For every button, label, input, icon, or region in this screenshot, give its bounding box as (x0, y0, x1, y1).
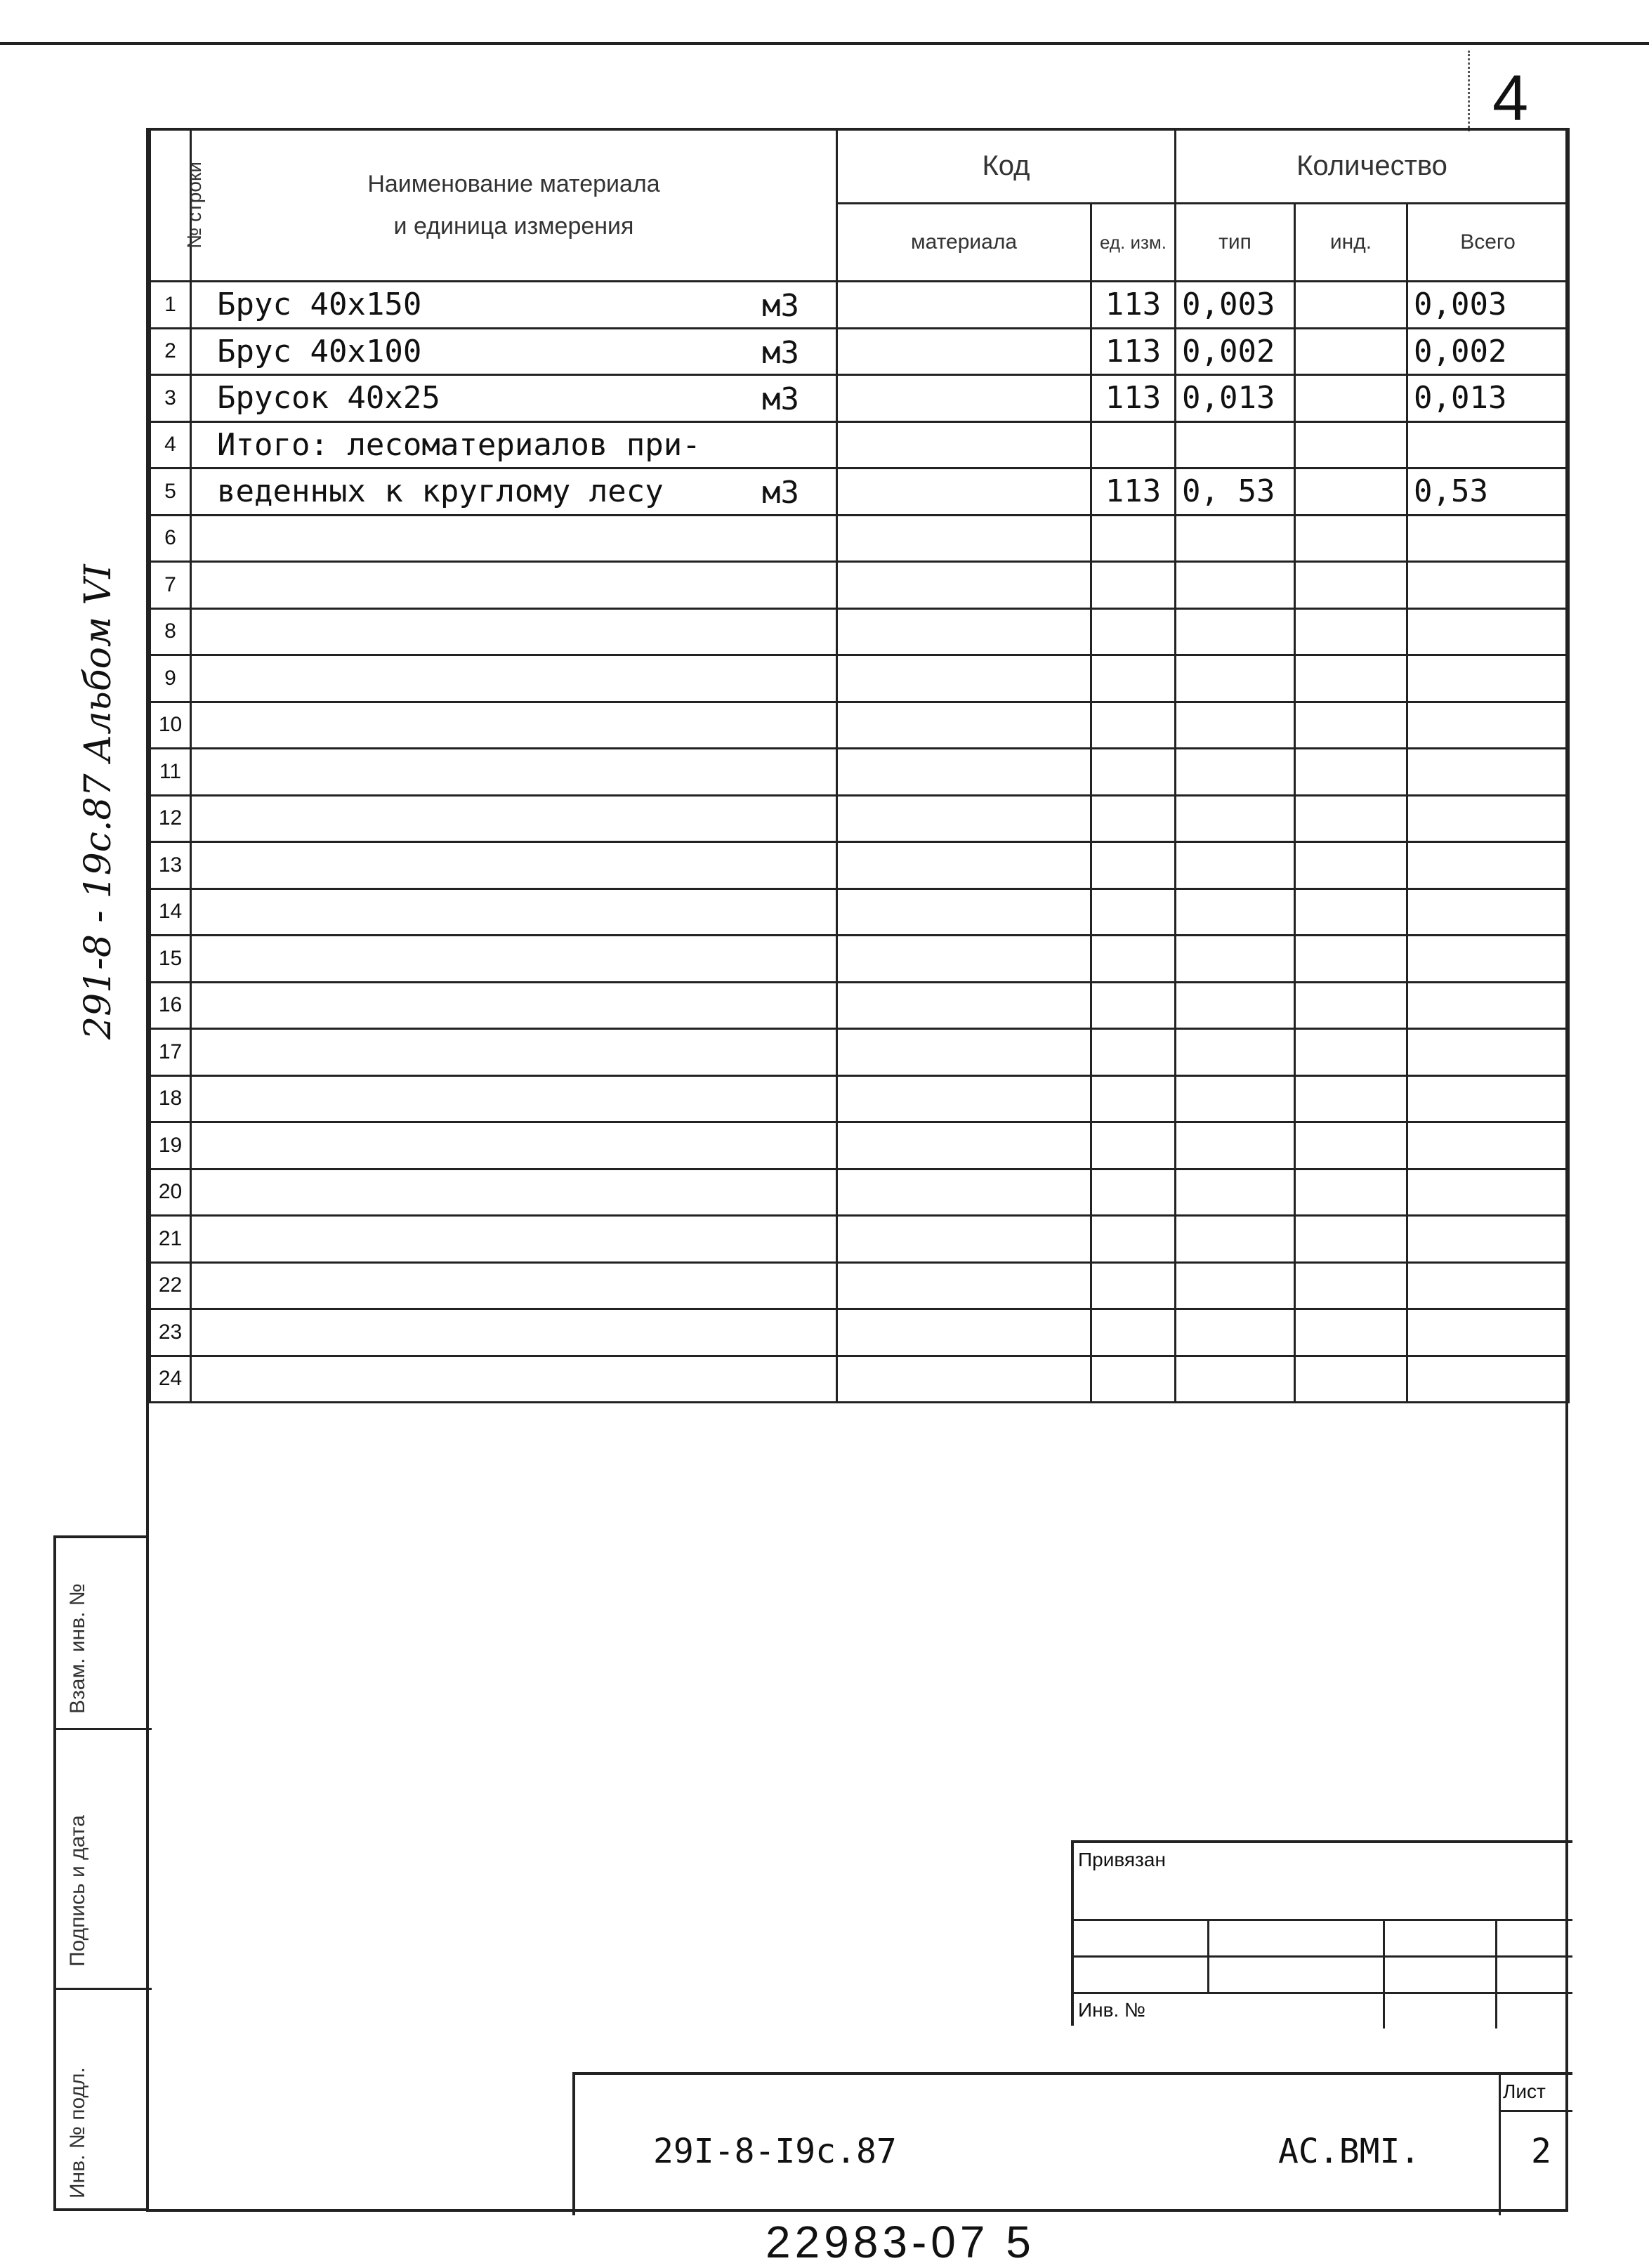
row-number: 4 (150, 421, 191, 468)
row-number: 18 (150, 1075, 191, 1122)
material-unit: м3 (762, 381, 799, 417)
document-code: 29I-8-I9с.87 (653, 2132, 897, 2171)
material-code (837, 608, 1091, 655)
qty-typ: 0,013 (1176, 375, 1295, 422)
header-qty-total: Всего (1407, 204, 1569, 282)
qty-typ: 0,002 (1176, 328, 1295, 375)
row-number: 1 (150, 282, 191, 329)
qty-typ: 0, 53 (1176, 468, 1295, 516)
unit-code (1091, 1122, 1176, 1169)
unit-code (1091, 1309, 1176, 1356)
qty-total: 0,013 (1407, 375, 1569, 422)
qty-typ (1176, 655, 1295, 702)
unit-code (1091, 608, 1176, 655)
qty-ind (1295, 702, 1407, 749)
attached-label: Привязан (1078, 1849, 1166, 1870)
qty-total (1407, 1262, 1569, 1309)
material-name-text: Брус 40х150 (217, 287, 422, 323)
qty-total (1407, 702, 1569, 749)
qty-typ (1176, 1216, 1295, 1263)
unit-code: 113 (1091, 282, 1176, 329)
row-number: 20 (150, 1169, 191, 1216)
row-number: 10 (150, 702, 191, 749)
header-code-material: материала (837, 204, 1091, 282)
side-stamp (53, 1535, 149, 2211)
material-name (191, 1309, 837, 1356)
qty-typ (1176, 702, 1295, 749)
qty-ind (1295, 982, 1407, 1029)
qty-typ (1176, 515, 1295, 562)
material-code (837, 515, 1091, 562)
material-name (191, 468, 837, 516)
material-code (837, 749, 1091, 796)
qty-ind (1295, 1122, 1407, 1169)
row-number: 16 (150, 982, 191, 1029)
material-name (191, 1356, 837, 1403)
qty-typ (1176, 1262, 1295, 1309)
material-code (837, 982, 1091, 1029)
unit-code (1091, 702, 1176, 749)
table-row (150, 1309, 1569, 1356)
material-code (837, 375, 1091, 422)
qty-total (1407, 515, 1569, 562)
qty-ind (1295, 1075, 1407, 1122)
table-row (150, 282, 1569, 329)
document-series: АС.ВМI. (1278, 2132, 1421, 2171)
materials-table (149, 128, 1570, 1403)
qty-ind (1295, 328, 1407, 375)
unit-code: 113 (1091, 375, 1176, 422)
row-number: 14 (150, 889, 191, 936)
qty-ind (1295, 1029, 1407, 1076)
table-row (150, 936, 1569, 983)
unit-code (1091, 936, 1176, 983)
material-name (191, 1216, 837, 1263)
unit-code (1091, 562, 1176, 609)
material-name (191, 608, 837, 655)
row-number: 7 (150, 562, 191, 609)
qty-total: 0,002 (1407, 328, 1569, 375)
material-name (191, 1262, 837, 1309)
qty-ind (1295, 795, 1407, 842)
qty-ind (1295, 655, 1407, 702)
material-code (837, 1029, 1091, 1076)
unit-code (1091, 842, 1176, 889)
row-number: 24 (150, 1356, 191, 1403)
qty-typ (1176, 842, 1295, 889)
qty-total: 0,003 (1407, 282, 1569, 329)
qty-total (1407, 1075, 1569, 1122)
row-number: 6 (150, 515, 191, 562)
unit-code (1091, 1075, 1176, 1122)
binding-inv-label: Инв. № (1078, 1999, 1146, 2021)
table-row (150, 328, 1569, 375)
material-name-text: Итого: лесоматериалов при- (217, 426, 701, 463)
material-code (837, 842, 1091, 889)
row-number: 2 (150, 328, 191, 375)
material-name-text: Брусок 40х25 (217, 380, 440, 417)
row-number: 19 (150, 1122, 191, 1169)
material-name (191, 889, 837, 936)
qty-total (1407, 1216, 1569, 1263)
inv-orig-label: Инв. № подл. (66, 2067, 89, 2198)
material-code (837, 1122, 1091, 1169)
qty-typ (1176, 936, 1295, 983)
unit-code (1091, 1029, 1176, 1076)
material-name (191, 702, 837, 749)
row-number: 8 (150, 608, 191, 655)
material-code (837, 328, 1091, 375)
row-number: 23 (150, 1309, 191, 1356)
row-number: 13 (150, 842, 191, 889)
qty-ind (1295, 1356, 1407, 1403)
material-name (191, 749, 837, 796)
qty-total: 0,53 (1407, 468, 1569, 516)
top-border-line (0, 42, 1649, 45)
qty-total (1407, 749, 1569, 796)
inventory-number: 22983-07 5 (766, 2217, 1035, 2267)
vzam-inv-label: Взам. инв. № (66, 1583, 89, 1714)
qty-ind (1295, 1169, 1407, 1216)
qty-typ (1176, 982, 1295, 1029)
qty-typ: 0,003 (1176, 282, 1295, 329)
row-number: 22 (150, 1262, 191, 1309)
material-name (191, 1169, 837, 1216)
qty-ind (1295, 936, 1407, 983)
table-row (150, 702, 1569, 749)
table-row (150, 608, 1569, 655)
table-row (150, 375, 1569, 422)
qty-typ (1176, 1075, 1295, 1122)
table-row (150, 655, 1569, 702)
material-name (191, 282, 837, 329)
qty-total (1407, 562, 1569, 609)
row-number: 9 (150, 655, 191, 702)
header-qty-ind: инд. (1295, 204, 1407, 282)
sheet-label: Лист (1503, 2080, 1546, 2102)
qty-total (1407, 1122, 1569, 1169)
unit-code (1091, 889, 1176, 936)
header-material-name: Наименование материала и единица измерения (191, 129, 837, 282)
qty-total (1407, 795, 1569, 842)
qty-ind (1295, 1262, 1407, 1309)
table-row (150, 1262, 1569, 1309)
qty-typ (1176, 889, 1295, 936)
qty-typ (1176, 795, 1295, 842)
table-row (150, 1169, 1569, 1216)
unit-code: 113 (1091, 468, 1176, 516)
qty-typ (1176, 1309, 1295, 1356)
material-name (191, 1029, 837, 1076)
unit-code (1091, 1169, 1176, 1216)
qty-total (1407, 1356, 1569, 1403)
qty-typ (1176, 749, 1295, 796)
album-side-label: 291-8 - 19с.87 Альбом VI (77, 564, 119, 1040)
binding-block (1071, 1840, 1572, 2026)
unit-code (1091, 795, 1176, 842)
header-qty-typ: тип (1176, 204, 1295, 282)
unit-code (1091, 655, 1176, 702)
material-code (837, 889, 1091, 936)
table-row (150, 1356, 1569, 1403)
table-row (150, 842, 1569, 889)
material-code (837, 1075, 1091, 1122)
qty-total (1407, 842, 1569, 889)
qty-total (1407, 889, 1569, 936)
table-row (150, 982, 1569, 1029)
material-code (837, 936, 1091, 983)
qty-total (1407, 608, 1569, 655)
material-code (837, 795, 1091, 842)
material-unit: м3 (762, 334, 799, 371)
table-row (150, 1075, 1569, 1122)
material-code (837, 655, 1091, 702)
material-name (191, 328, 837, 375)
qty-ind (1295, 842, 1407, 889)
qty-typ (1176, 1356, 1295, 1403)
unit-code (1091, 1262, 1176, 1309)
material-code (837, 702, 1091, 749)
qty-ind (1295, 468, 1407, 516)
material-code (837, 562, 1091, 609)
page-number: 4 (1492, 63, 1529, 134)
sheet-number: 2 (1531, 2132, 1551, 2171)
qty-ind (1295, 375, 1407, 422)
qty-typ (1176, 562, 1295, 609)
qty-ind (1295, 749, 1407, 796)
qty-total (1407, 1309, 1569, 1356)
material-code (837, 468, 1091, 516)
signature-date-label: Подпись и дата (66, 1815, 89, 1967)
material-name (191, 421, 837, 468)
qty-ind (1295, 515, 1407, 562)
table-row (150, 468, 1569, 516)
header-row-number: № строки (150, 129, 191, 282)
material-name (191, 1075, 837, 1122)
unit-code (1091, 1356, 1176, 1403)
qty-total (1407, 1029, 1569, 1076)
header-code-unit: ед. изм. (1091, 204, 1176, 282)
table-row (150, 749, 1569, 796)
material-name (191, 375, 837, 422)
qty-ind (1295, 1216, 1407, 1263)
material-name (191, 1122, 837, 1169)
row-number: 3 (150, 375, 191, 422)
qty-ind (1295, 421, 1407, 468)
material-code (837, 1216, 1091, 1263)
qty-total (1407, 655, 1569, 702)
table-row (150, 421, 1569, 468)
qty-total (1407, 936, 1569, 983)
row-number: 21 (150, 1216, 191, 1263)
material-code (837, 1262, 1091, 1309)
qty-typ (1176, 1169, 1295, 1216)
unit-code (1091, 982, 1176, 1029)
material-name (191, 982, 837, 1029)
unit-code (1091, 749, 1176, 796)
table-row (150, 1122, 1569, 1169)
table-row (150, 1216, 1569, 1263)
material-code (837, 1309, 1091, 1356)
material-name (191, 795, 837, 842)
table-row (150, 515, 1569, 562)
row-number: 17 (150, 1029, 191, 1076)
qty-typ (1176, 1029, 1295, 1076)
material-code (837, 1169, 1091, 1216)
table-row (150, 562, 1569, 609)
qty-total (1407, 982, 1569, 1029)
unit-code: 113 (1091, 328, 1176, 375)
row-number: 11 (150, 749, 191, 796)
qty-total (1407, 1169, 1569, 1216)
qty-ind (1295, 1309, 1407, 1356)
material-code (837, 421, 1091, 468)
qty-typ (1176, 608, 1295, 655)
unit-code (1091, 1216, 1176, 1263)
table-row (150, 889, 1569, 936)
material-unit: м3 (762, 288, 799, 324)
material-name (191, 655, 837, 702)
material-code (837, 1356, 1091, 1403)
material-name (191, 936, 837, 983)
row-number: 5 (150, 468, 191, 516)
row-number: 15 (150, 936, 191, 983)
material-code (837, 282, 1091, 329)
table-row (150, 795, 1569, 842)
material-unit: м3 (762, 475, 799, 511)
material-name-text: веденных к круглому лесу (217, 473, 664, 510)
qty-ind (1295, 889, 1407, 936)
qty-ind (1295, 282, 1407, 329)
unit-code (1091, 421, 1176, 468)
header-quantity: Количество (1176, 129, 1569, 204)
material-name (191, 562, 837, 609)
material-name (191, 842, 837, 889)
qty-typ (1176, 1122, 1295, 1169)
unit-code (1091, 515, 1176, 562)
qty-ind (1295, 562, 1407, 609)
qty-typ (1176, 421, 1295, 468)
material-name-text: Брус 40х100 (217, 333, 422, 369)
material-name (191, 515, 837, 562)
header-code: Код (837, 129, 1176, 204)
row-number: 12 (150, 795, 191, 842)
table-row (150, 1029, 1569, 1076)
qty-total (1407, 421, 1569, 468)
qty-ind (1295, 608, 1407, 655)
